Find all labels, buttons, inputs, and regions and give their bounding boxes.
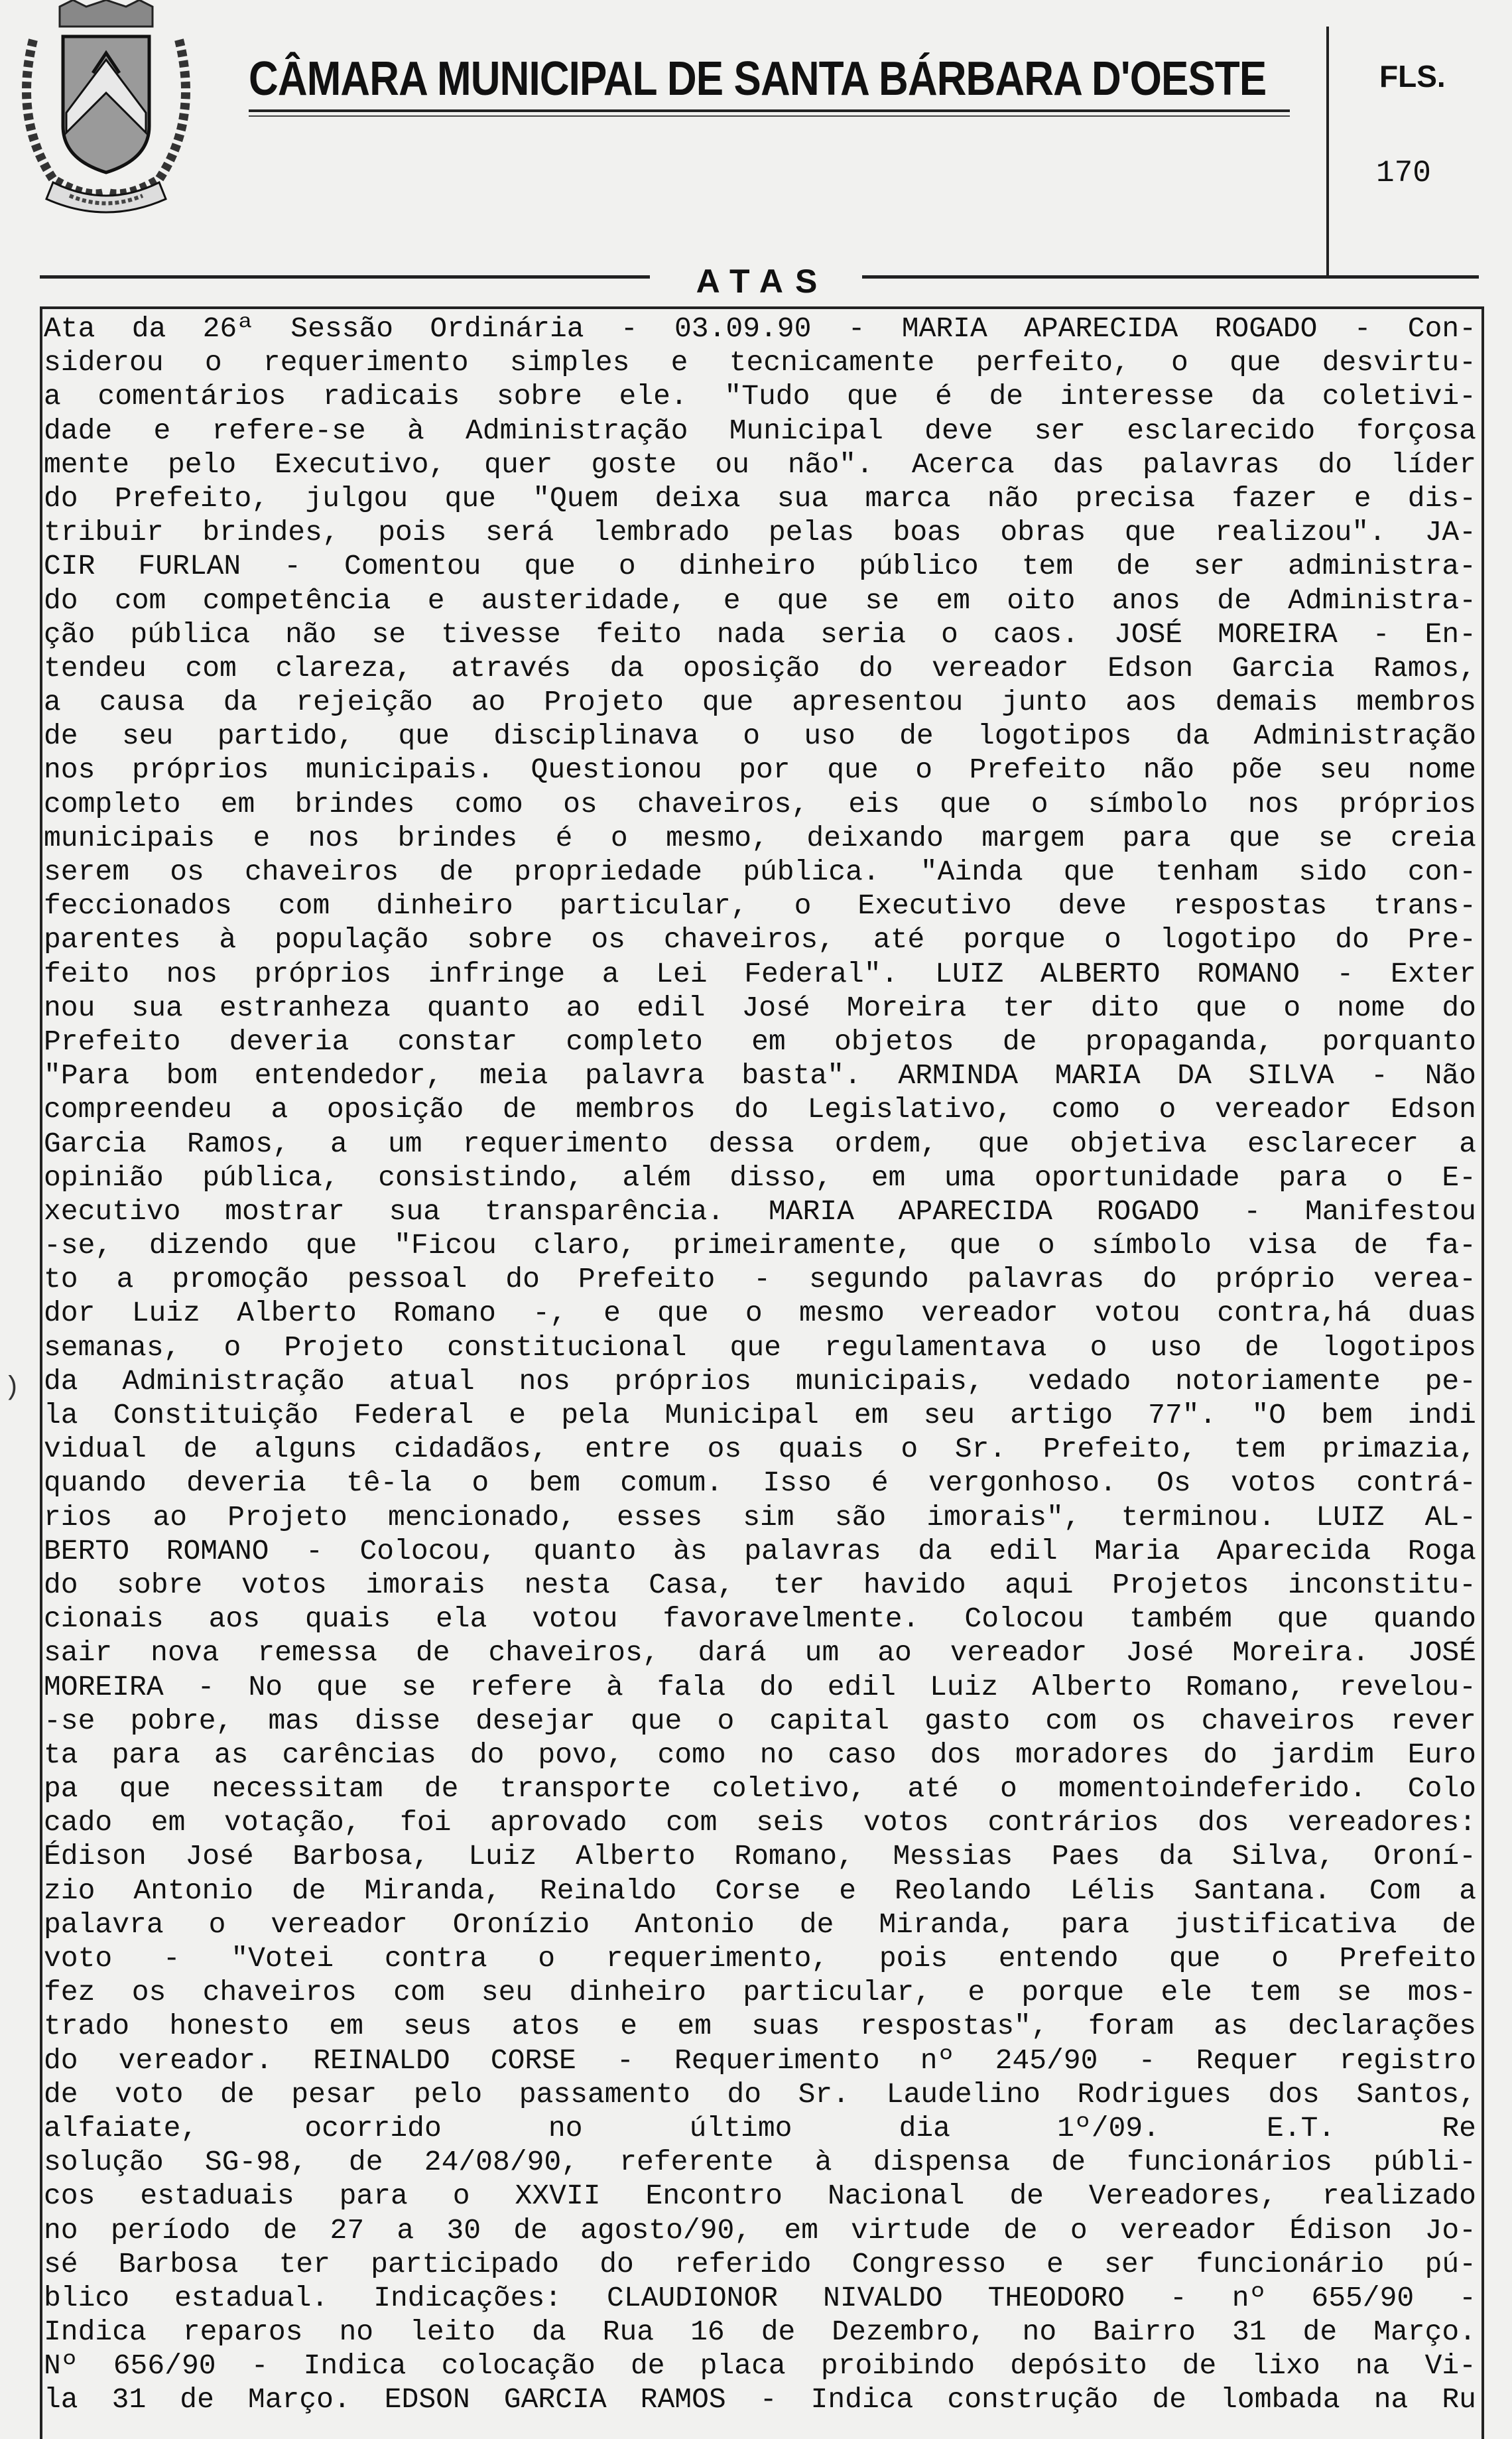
text-line: la Constituição Federal e pela Municipal em seu artigo 77". "O bem indi (44, 1399, 1476, 1431)
header-divider (1326, 27, 1329, 279)
institution-title: CÂMARA MUNICIPAL DE SANTA BÁRBARA D'OESTE (249, 52, 1267, 105)
text-line: cos estaduais para o XXVII Encontro Nacional de Vereadores, realizado (44, 2180, 1476, 2213)
text-line: tendeu com clareza, através da oposição do vereador Edson Garcia Ramos, (44, 651, 1476, 685)
text-line: quando deveria tê-la o bem comum. Isso é vergonhoso. Os votos contrá- (44, 1467, 1476, 1500)
text-line: ção pública não se tivesse feito nada seria o caos. JOSÉ MOREIRA - En- (44, 618, 1476, 651)
text-line: Prefeito deveria constar completo em objetos de propaganda, porquanto (44, 1025, 1476, 1058)
section-title: ATAS (696, 263, 830, 300)
text-line: tribuir brindes, pois será lembrado pelas boas obras que realizou". JA- (44, 516, 1476, 549)
folio-label: FLS. (1379, 59, 1446, 94)
text-line: -se pobre, mas disse desejar que o capital gasto com os chaveiros rever (44, 1704, 1476, 1737)
text-line: vidual de alguns cidadãos, entre os quais o Sr. Prefeito, tem primazia, (44, 1433, 1476, 1466)
text-line: nou sua estranheza quanto ao edil José Moreira ter dito que o nome do (44, 991, 1476, 1024)
text-line: da Administração atual nos próprios municipais, vedado notoriamente pe- (44, 1364, 1476, 1398)
text-line: pa que necessitam de transporte coletivo, até o momentoindeferido. Colo (44, 1772, 1476, 1806)
text-line: trado honesto em seus atos e em suas respostas", foram as declarações (44, 2010, 1476, 2043)
text-line: parentes à população sobre os chaveiros, até porque o logotipo do Pre- (44, 923, 1476, 956)
text-line: Édison José Barbosa, Luiz Alberto Romano, Messias Paes da Silva, Oroní- (44, 1840, 1476, 1873)
text-line: cionais aos quais ela votou favoravelmente. Colocou também que quando (44, 1603, 1476, 1636)
page-header (0, 0, 1512, 279)
text-line: blico estadual. Indicações: CLAUDIONOR NIVALDO THEODORO - nº 655/90 - (44, 2281, 1476, 2314)
text-line: CIR FURLAN - Comentou que o dinheiro público tem de ser administra- (44, 550, 1476, 583)
text-line: a causa da rejeição ao Projeto que apresentou junto aos demais membros (44, 686, 1476, 719)
text-line: feito nos próprios infringe a Lei Federal". LUIZ ALBERTO ROMANO - Exter (44, 957, 1476, 990)
text-line: fez os chaveiros com seu dinheiro particular, e porque ele tem se mos- (44, 1976, 1476, 2009)
text-line: dor Luiz Alberto Romano -, e que o mesmo vereador votou contra,há duas (44, 1297, 1476, 1330)
folio-number: 170 (1376, 156, 1431, 190)
text-line: voto - "Votei contra o requerimento, pois entendo que o Prefeito (44, 1942, 1476, 1975)
municipal-coat-of-arms-icon (13, 0, 199, 219)
text-line: Nº 656/90 - Indica colocação de placa proibindo depósito de lixo na Vi- (44, 2349, 1476, 2383)
margin-mark: ) (4, 1373, 21, 1403)
text-line: palavra o vereador Oronízio Antonio de Miranda, para justificativa de (44, 1908, 1476, 1941)
section-rule-right (862, 275, 1479, 279)
text-line: to a promoção pessoal do Prefeito - segundo palavras do próprio verea- (44, 1263, 1476, 1296)
text-line: zio Antonio de Miranda, Reinaldo Corse e Reolando Lélis Santana. Com a (44, 1874, 1476, 1907)
text-line: dade e refere-se à Administração Municipal deve ser esclarecido forçosa (44, 414, 1476, 447)
text-line: BERTO ROMANO - Colocou, quanto às palavras da edil Maria Aparecida Roga (44, 1534, 1476, 1567)
text-line: rios ao Projeto mencionado, esses sim são imorais", terminou. LUIZ AL- (44, 1500, 1476, 1534)
title-underline-thin (249, 115, 1290, 117)
text-line: opinião pública, consistindo, além disso, em uma oportunidade para o E- (44, 1161, 1476, 1194)
text-line: de voto de pesar pelo passamento do Sr. Laudelino Rodrigues dos Santos, (44, 2077, 1476, 2111)
text-line: semanas, o Projeto constitucional que regulamentava o uso de logotipos (44, 1331, 1476, 1364)
text-line: sair nova remessa de chaveiros, dará um ao vereador José Moreira. JOSÉ (44, 1636, 1476, 1670)
text-line: nos próprios municipais. Questionou por que o Prefeito não põe seu nome (44, 754, 1476, 787)
text-line: de seu partido, que disciplinava o uso de logotipos da Administração (44, 720, 1476, 753)
text-line: serem os chaveiros de propriedade pública. "Ainda que tenham sido con- (44, 856, 1476, 888)
text-line: compreendeu a oposição de membros do Legislativo, como o vereador Edson (44, 1093, 1476, 1126)
text-line: cado em votação, foi aprovado com seis votos contrários dos vereadores: (44, 1806, 1476, 1839)
text-line: alfaiate, ocorrido no último dia 1º/09. E.T. Re (44, 2111, 1476, 2144)
text-line: Indica reparos no leito da Rua 16 de Dezembro, no Bairro 31 de Março. (44, 2316, 1476, 2349)
text-line: do Prefeito, julgou que "Quem deixa sua marca não precisa fazer e dis- (44, 482, 1476, 515)
text-line: Garcia Ramos, a um requerimento dessa ordem, que objetiva esclarecer a (44, 1127, 1476, 1160)
text-line: -se, dizendo que "Ficou claro, primeiramente, que o símbolo visa de fa- (44, 1229, 1476, 1262)
text-line: "Para bom entendedor, meia palavra basta". ARMINDA MARIA DA SILVA - Não (44, 1059, 1476, 1092)
text-line: solução SG-98, de 24/08/90, referente à dispensa de funcionários públi- (44, 2146, 1476, 2179)
text-line: siderou o requerimento simples e tecnicamente perfeito, o que desvirtu- (44, 346, 1476, 379)
text-line: do sobre votos imorais nesta Casa, ter havido aqui Projetos inconstitu- (44, 1568, 1476, 1601)
text-line: MOREIRA - No que se refere à fala do edil Luiz Alberto Romano, revelou- (44, 1670, 1476, 1703)
section-rule-left (40, 275, 650, 279)
text-line: municipais e nos brindes é o mesmo, deixando margem para que se creia (44, 821, 1476, 854)
title-underline (249, 109, 1290, 112)
text-line: no período de 27 a 30 de agosto/90, em virtude de o vereador Édison Jo- (44, 2213, 1476, 2247)
text-line: a comentários radicais sobre ele. "Tudo que é de interesse da coletivi- (44, 380, 1476, 413)
text-line: do com competência e austeridade, e que se em oito anos de Administra- (44, 584, 1476, 617)
minutes-text (44, 312, 1476, 2417)
text-line: ta para as carências do povo, como no caso dos moradores do jardim Euro (44, 1738, 1476, 1771)
text-line: mente pelo Executivo, quer goste ou não". Acerca das palavras do líder (44, 448, 1476, 481)
text-line: la 31 de Março. EDSON GARCIA RAMOS - Indica construção de lombada na Ru (44, 2383, 1476, 2416)
text-line: sé Barbosa ter participado do referido Congresso e ser funcionário pú- (44, 2247, 1476, 2280)
text-line: xecutivo mostrar sua transparência. MARIA APARECIDA ROGADO - Manifestou (44, 1195, 1476, 1228)
text-line: feccionados com dinheiro particular, o Executivo deve respostas trans- (44, 890, 1476, 923)
text-line: completo em brindes como os chaveiros, eis que o símbolo nos próprios (44, 787, 1476, 821)
text-line: Ata da 26ª Sessão Ordinária - 03.09.90 - MARIA APARECIDA ROGADO - Con- (44, 312, 1476, 345)
text-line: do vereador. REINALDO CORSE - Requerimento nº 245/90 - Requer registro (44, 2044, 1476, 2077)
